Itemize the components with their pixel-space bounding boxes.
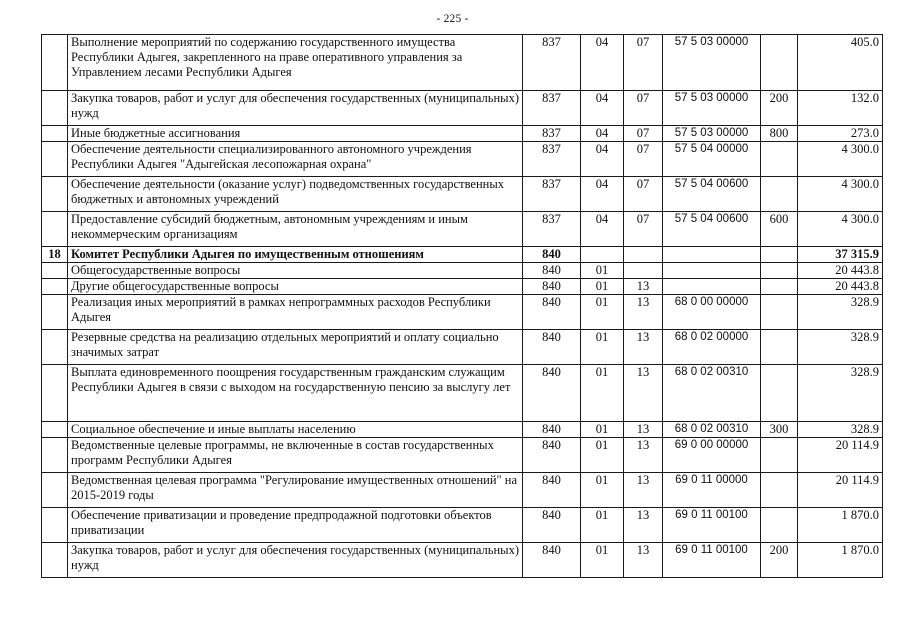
table-row bbox=[42, 279, 883, 295]
item-name-cell: Социальное обеспечение и иные выплаты населению bbox=[68, 422, 523, 438]
section-code-cell: 01 bbox=[581, 438, 624, 473]
ministry-code-cell: 840 bbox=[523, 438, 581, 473]
subsection-code-cell: 13 bbox=[624, 279, 663, 295]
ministry-code-cell: 840 bbox=[523, 295, 581, 330]
table-row bbox=[42, 438, 883, 473]
amount-cell: 20 443.8 bbox=[798, 263, 883, 279]
target-article-code-cell: 57 5 03 00000 bbox=[663, 91, 761, 126]
expense-type-code-cell bbox=[761, 508, 798, 543]
expense-type-code-cell bbox=[761, 365, 798, 422]
ministry-code-cell: 837 bbox=[523, 126, 581, 142]
table-row bbox=[42, 295, 883, 330]
expense-type-code-cell bbox=[761, 295, 798, 330]
table-row bbox=[42, 543, 883, 578]
section-code-cell: 04 bbox=[581, 177, 624, 212]
expense-type-code-cell bbox=[761, 473, 798, 508]
amount-cell: 4 300.0 bbox=[798, 212, 883, 247]
row-number-cell bbox=[42, 365, 68, 422]
amount-cell: 328.9 bbox=[798, 422, 883, 438]
row-number-cell bbox=[42, 543, 68, 578]
section-code-cell: 01 bbox=[581, 473, 624, 508]
table-row bbox=[42, 508, 883, 543]
ministry-code-cell: 837 bbox=[523, 212, 581, 247]
expense-type-code-cell bbox=[761, 438, 798, 473]
section-code-cell bbox=[581, 247, 624, 263]
item-name-cell: Выполнение мероприятий по содержанию государственного имущества Республики Адыгея, закрепленного на праве оперативного управления за Управлением лесами Республики Адыгея bbox=[68, 35, 523, 91]
expense-type-code-cell: 800 bbox=[761, 126, 798, 142]
table-row bbox=[42, 212, 883, 247]
table-body bbox=[42, 35, 883, 578]
subsection-code-cell: 07 bbox=[624, 177, 663, 212]
amount-cell: 328.9 bbox=[798, 295, 883, 330]
subsection-code-cell: 07 bbox=[624, 35, 663, 91]
subsection-code-cell: 07 bbox=[624, 126, 663, 142]
expense-type-code-cell: 200 bbox=[761, 91, 798, 126]
target-article-code-cell: 69 0 11 00000 bbox=[663, 473, 761, 508]
amount-cell: 20 114.9 bbox=[798, 473, 883, 508]
subsection-code-cell: 13 bbox=[624, 365, 663, 422]
target-article-code-cell: 68 0 02 00310 bbox=[663, 365, 761, 422]
item-name-cell: Закупка товаров, работ и услуг для обеспечения государственных (муниципальных) нужд bbox=[68, 543, 523, 578]
row-number-cell bbox=[42, 473, 68, 508]
target-article-code-cell: 68 0 02 00000 bbox=[663, 330, 761, 365]
item-name-cell: Ведомственная целевая программа "Регулирование имущественных отношений" на 2015-2019 годы bbox=[68, 473, 523, 508]
ministry-code-cell: 840 bbox=[523, 508, 581, 543]
row-number-cell bbox=[42, 330, 68, 365]
expense-type-code-cell: 300 bbox=[761, 422, 798, 438]
table-row bbox=[42, 177, 883, 212]
subsection-code-cell: 13 bbox=[624, 330, 663, 365]
item-name-cell: Ведомственные целевые программы, не включенные в состав государственных программ Республики Адыгея bbox=[68, 438, 523, 473]
amount-cell: 4 300.0 bbox=[798, 177, 883, 212]
item-name-cell: Закупка товаров, работ и услуг для обеспечения государственных (муниципальных) нужд bbox=[68, 91, 523, 126]
row-number-cell bbox=[42, 142, 68, 177]
row-number-cell bbox=[42, 508, 68, 543]
row-number-cell bbox=[42, 263, 68, 279]
amount-cell: 20 114.9 bbox=[798, 438, 883, 473]
expense-type-code-cell bbox=[761, 177, 798, 212]
ministry-code-cell: 840 bbox=[523, 263, 581, 279]
expense-type-code-cell bbox=[761, 35, 798, 91]
item-name-cell: Реализация иных мероприятий в рамках непрограммных расходов Республики Адыгея bbox=[68, 295, 523, 330]
ministry-code-cell: 840 bbox=[523, 473, 581, 508]
section-code-cell: 04 bbox=[581, 212, 624, 247]
item-name-cell: Обеспечение деятельности (оказание услуг) подведомственных государственных бюджетных и автономных учреждений bbox=[68, 177, 523, 212]
row-number-cell bbox=[42, 35, 68, 91]
target-article-code-cell bbox=[663, 247, 761, 263]
amount-cell: 1 870.0 bbox=[798, 543, 883, 578]
target-article-code-cell bbox=[663, 279, 761, 295]
table-row bbox=[42, 473, 883, 508]
target-article-code-cell: 57 5 03 00000 bbox=[663, 126, 761, 142]
ministry-code-cell: 840 bbox=[523, 543, 581, 578]
subsection-code-cell: 13 bbox=[624, 473, 663, 508]
section-code-cell: 01 bbox=[581, 263, 624, 279]
row-number-cell bbox=[42, 295, 68, 330]
subsection-code-cell: 13 bbox=[624, 543, 663, 578]
item-name-cell: Выплата единовременного поощрения государственным гражданским служащим Республики Адыгея в связи с выходом на государственную пенсию за выслугу лет bbox=[68, 365, 523, 422]
section-code-cell: 01 bbox=[581, 422, 624, 438]
ministry-code-cell: 837 bbox=[523, 142, 581, 177]
target-article-code-cell: 69 0 11 00100 bbox=[663, 543, 761, 578]
amount-cell: 37 315.9 bbox=[798, 247, 883, 263]
row-number-cell bbox=[42, 91, 68, 126]
ministry-code-cell: 840 bbox=[523, 422, 581, 438]
section-code-cell: 04 bbox=[581, 35, 624, 91]
page-number: - 225 - bbox=[436, 13, 469, 25]
row-number-cell bbox=[42, 212, 68, 247]
row-number-cell bbox=[42, 438, 68, 473]
section-code-cell: 04 bbox=[581, 142, 624, 177]
item-name-cell: Иные бюджетные ассигнования bbox=[68, 126, 523, 142]
amount-cell: 4 300.0 bbox=[798, 142, 883, 177]
table-row bbox=[42, 142, 883, 177]
table-row bbox=[42, 35, 883, 91]
table-row bbox=[42, 91, 883, 126]
row-number-cell bbox=[42, 177, 68, 212]
row-number-cell: 18 bbox=[42, 247, 68, 263]
item-name-cell: Обеспечение деятельности специализированного автономного учреждения Республики Адыгея "Адыгейская лесопожарная охрана" bbox=[68, 142, 523, 177]
target-article-code-cell bbox=[663, 263, 761, 279]
budget-table bbox=[41, 34, 883, 578]
amount-cell: 328.9 bbox=[798, 365, 883, 422]
section-code-cell: 01 bbox=[581, 279, 624, 295]
subsection-code-cell: 07 bbox=[624, 212, 663, 247]
subsection-code-cell bbox=[624, 247, 663, 263]
target-article-code-cell: 69 0 00 00000 bbox=[663, 438, 761, 473]
amount-cell: 20 443.8 bbox=[798, 279, 883, 295]
item-name-cell: Обеспечение приватизации и проведение предпродажной подготовки объектов приватизации bbox=[68, 508, 523, 543]
target-article-code-cell: 57 5 03 00000 bbox=[663, 35, 761, 91]
expense-type-code-cell bbox=[761, 330, 798, 365]
expense-type-code-cell bbox=[761, 142, 798, 177]
section-code-cell: 01 bbox=[581, 365, 624, 422]
ministry-code-cell: 840 bbox=[523, 330, 581, 365]
item-name-cell: Комитет Республики Адыгея по имущественным отношениям bbox=[68, 247, 523, 263]
table-row bbox=[42, 263, 883, 279]
ministry-code-cell: 840 bbox=[523, 279, 581, 295]
ministry-code-cell: 837 bbox=[523, 177, 581, 212]
subsection-code-cell: 13 bbox=[624, 295, 663, 330]
subsection-code-cell: 13 bbox=[624, 438, 663, 473]
table-row bbox=[42, 365, 883, 422]
target-article-code-cell: 68 0 02 00310 bbox=[663, 422, 761, 438]
target-article-code-cell: 57 5 04 00600 bbox=[663, 177, 761, 212]
row-number-cell bbox=[42, 279, 68, 295]
table-row bbox=[42, 422, 883, 438]
section-code-cell: 01 bbox=[581, 330, 624, 365]
item-name-cell: Другие общегосударственные вопросы bbox=[68, 279, 523, 295]
expense-type-code-cell bbox=[761, 279, 798, 295]
table-row bbox=[42, 247, 883, 263]
amount-cell: 328.9 bbox=[798, 330, 883, 365]
expense-type-code-cell bbox=[761, 247, 798, 263]
subsection-code-cell bbox=[624, 263, 663, 279]
section-code-cell: 04 bbox=[581, 91, 624, 126]
section-code-cell: 04 bbox=[581, 126, 624, 142]
expense-type-code-cell: 600 bbox=[761, 212, 798, 247]
target-article-code-cell: 69 0 11 00100 bbox=[663, 508, 761, 543]
row-number-cell bbox=[42, 126, 68, 142]
amount-cell: 1 870.0 bbox=[798, 508, 883, 543]
amount-cell: 273.0 bbox=[798, 126, 883, 142]
ministry-code-cell: 840 bbox=[523, 247, 581, 263]
amount-cell: 405.0 bbox=[798, 35, 883, 91]
section-code-cell: 01 bbox=[581, 508, 624, 543]
section-code-cell: 01 bbox=[581, 295, 624, 330]
ministry-code-cell: 837 bbox=[523, 91, 581, 126]
table-row bbox=[42, 126, 883, 142]
section-code-cell: 01 bbox=[581, 543, 624, 578]
row-number-cell bbox=[42, 422, 68, 438]
target-article-code-cell: 68 0 00 00000 bbox=[663, 295, 761, 330]
expense-type-code-cell bbox=[761, 263, 798, 279]
ministry-code-cell: 837 bbox=[523, 35, 581, 91]
item-name-cell: Общегосударственные вопросы bbox=[68, 263, 523, 279]
ministry-code-cell: 840 bbox=[523, 365, 581, 422]
item-name-cell: Резервные средства на реализацию отдельных мероприятий и оплату социально значимых затрат bbox=[68, 330, 523, 365]
table-row bbox=[42, 330, 883, 365]
target-article-code-cell: 57 5 04 00600 bbox=[663, 212, 761, 247]
subsection-code-cell: 13 bbox=[624, 508, 663, 543]
item-name-cell: Предоставление субсидий бюджетным, автономным учреждениям и иным некоммерческим организациям bbox=[68, 212, 523, 247]
subsection-code-cell: 07 bbox=[624, 142, 663, 177]
expense-type-code-cell: 200 bbox=[761, 543, 798, 578]
target-article-code-cell: 57 5 04 00000 bbox=[663, 142, 761, 177]
amount-cell: 132.0 bbox=[798, 91, 883, 126]
subsection-code-cell: 13 bbox=[624, 422, 663, 438]
subsection-code-cell: 07 bbox=[624, 91, 663, 126]
